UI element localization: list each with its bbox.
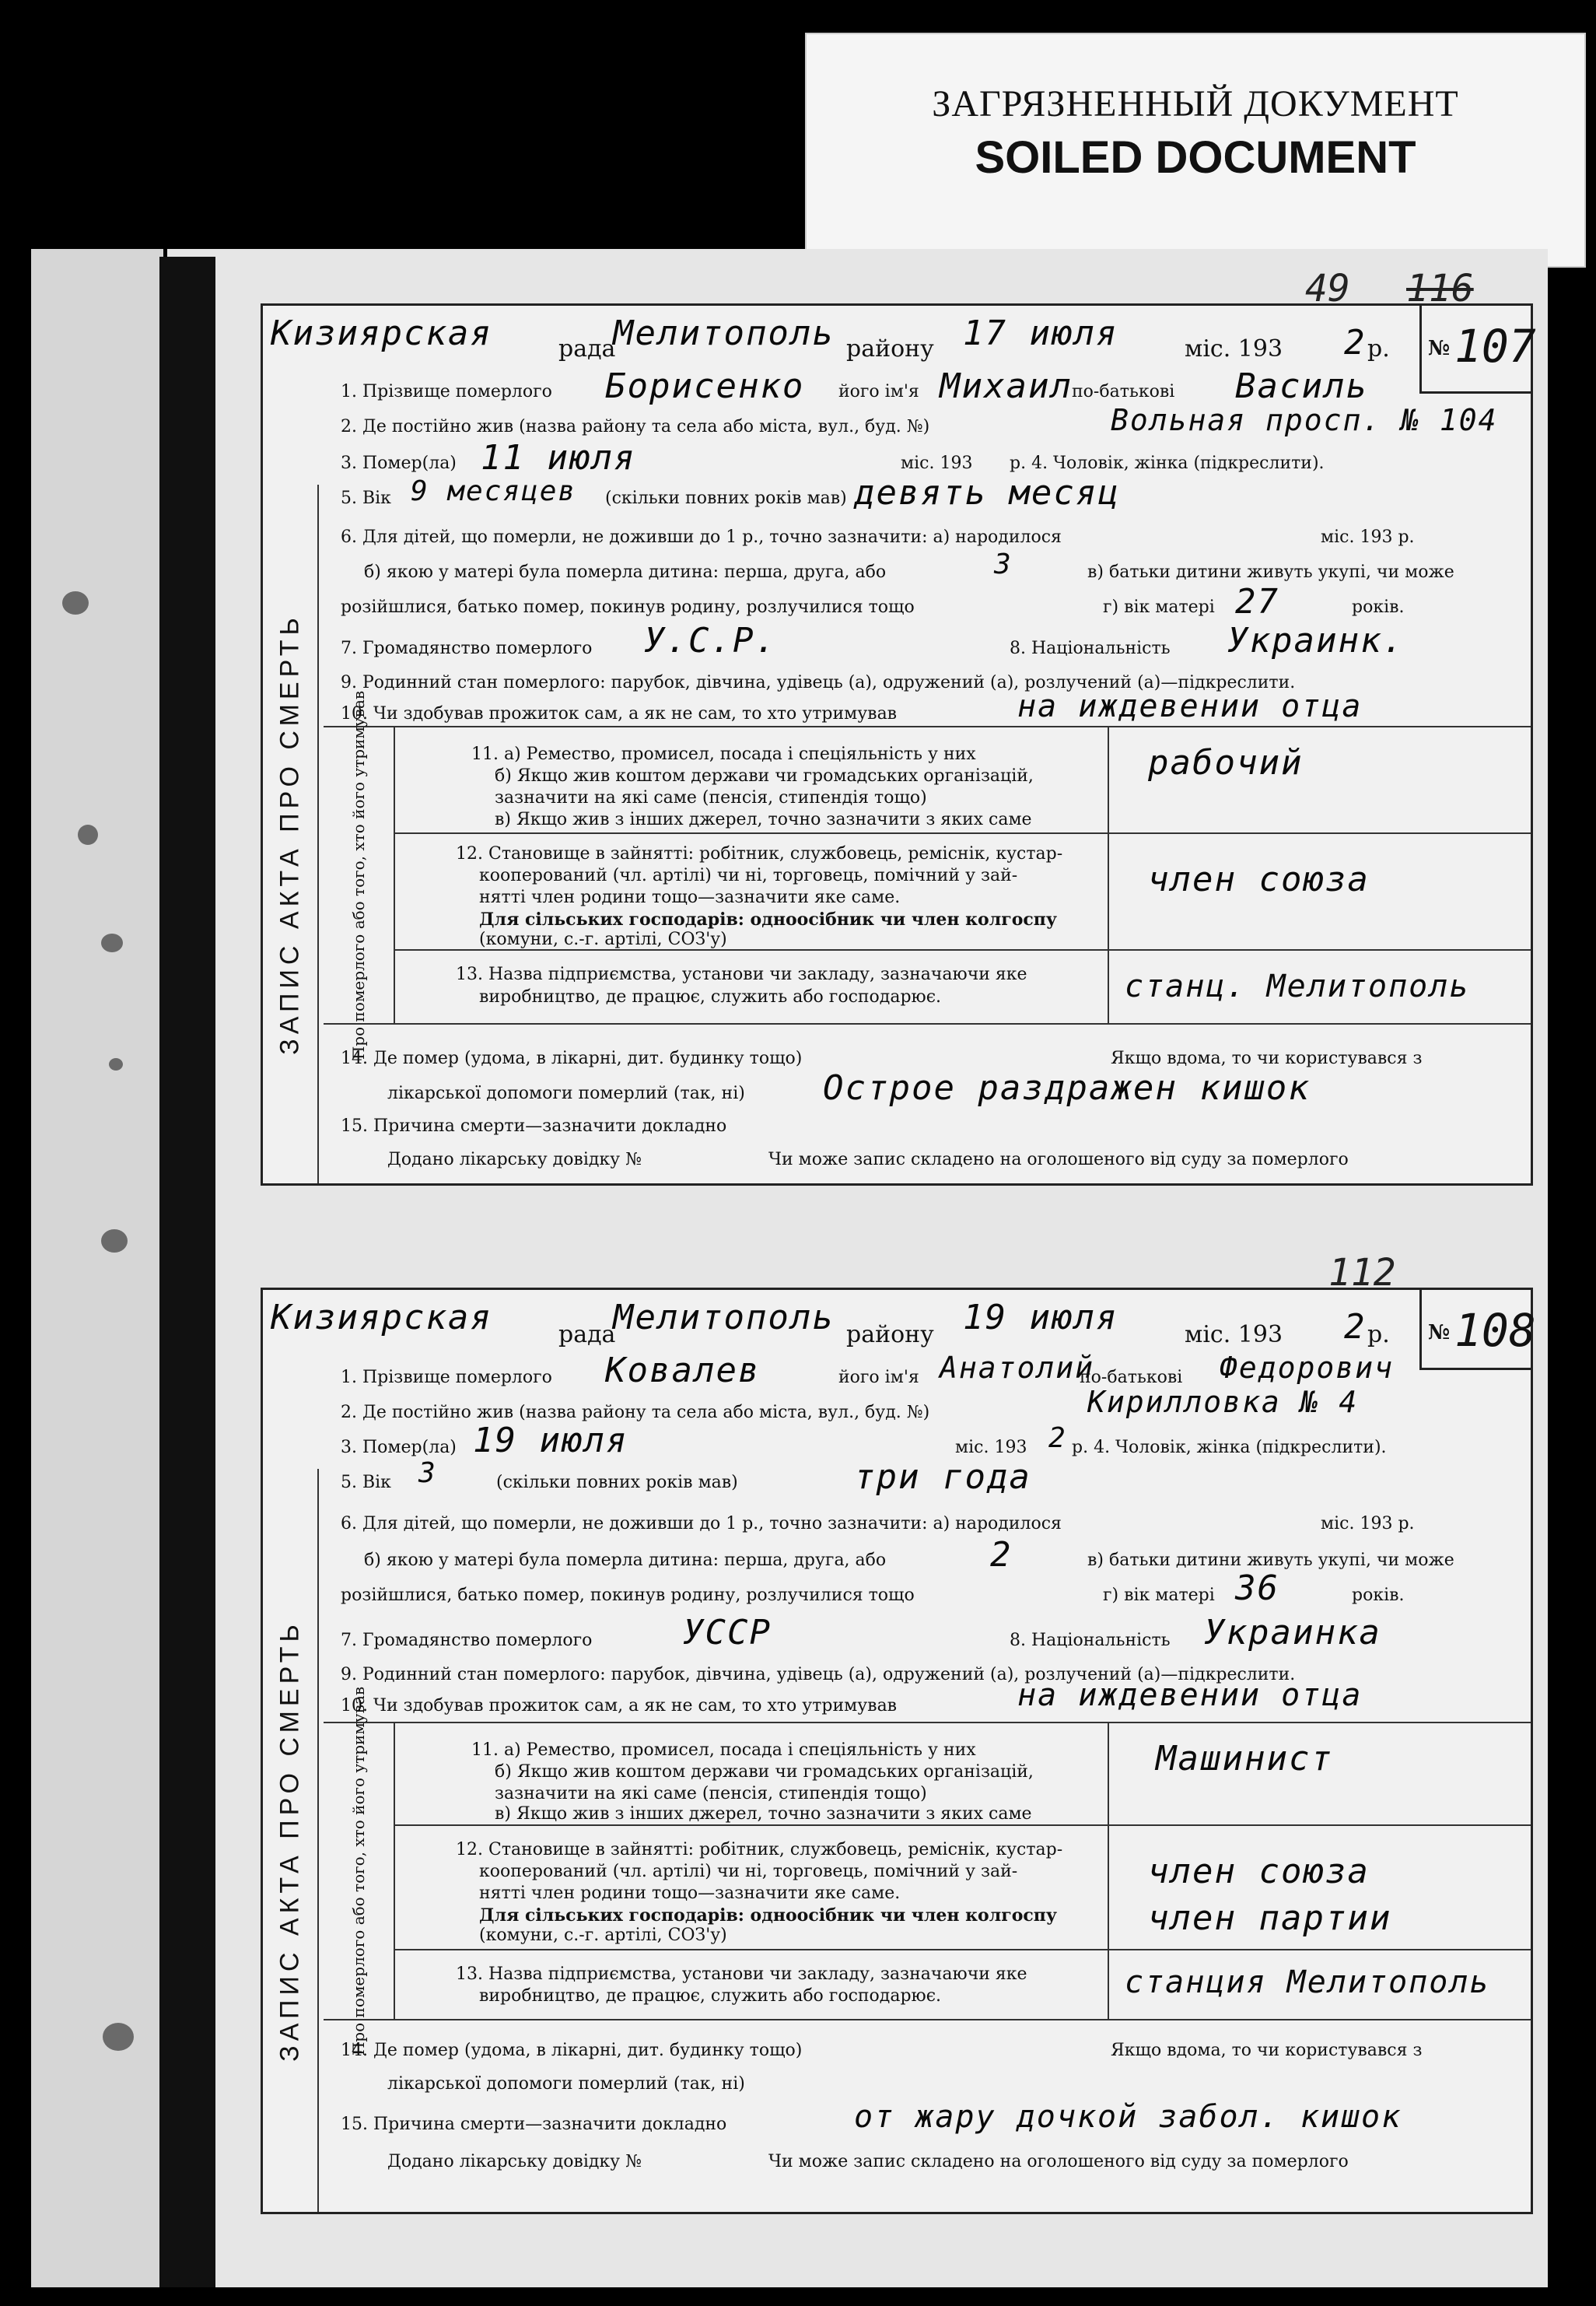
hw-age: 9 месяцев bbox=[411, 475, 577, 507]
label-14c: лікарської допомоги померлий (так, ні) bbox=[387, 1084, 745, 1103]
label-raion-2: району bbox=[846, 1321, 934, 1348]
hw-6b: 3 bbox=[994, 548, 1013, 580]
hw-district-2: Мелитополь bbox=[613, 1298, 835, 1337]
label-6a: 6. Для дітей, що померли, не доживши до 1 р., точно зазначити: а) народилося bbox=[341, 527, 1062, 547]
label-age: 5. Вік bbox=[341, 489, 391, 508]
hw-date-2: 19 июля bbox=[963, 1298, 1118, 1337]
label-patronymic-2: по-батькові bbox=[1080, 1368, 1183, 1387]
hw-occupation: рабочий bbox=[1148, 743, 1304, 783]
death-record-107 bbox=[261, 267, 1536, 1186]
corner-number-b: 116 bbox=[1406, 267, 1474, 310]
label-6a-month-2: міс. 193 р. bbox=[1321, 1514, 1415, 1533]
label-mother-age: г) вік матері bbox=[1103, 598, 1215, 617]
label-6v-2: в) батьки дитини живуть укупі, чи може bbox=[1087, 1551, 1454, 1570]
hw-mother-age: 27 bbox=[1235, 582, 1279, 622]
hw-name-2: Анатолий bbox=[940, 1351, 1095, 1385]
hw-name: Михаил bbox=[940, 366, 1073, 406]
label-6a-2: 6. Для дітей, що померли, не доживши до 1 р., точно зазначити: а) народилося bbox=[341, 1514, 1062, 1533]
label-nationality: 8. Національність bbox=[1010, 639, 1171, 658]
label-15: 15. Причина смерти—зазначити докладно bbox=[341, 1116, 727, 1136]
label-died: 3. Помер(ла) bbox=[341, 454, 457, 473]
label-citizenship-2: 7. Громадянство померлого bbox=[341, 1631, 593, 1650]
hw-workplace-2: станция Мелитополь bbox=[1125, 1964, 1490, 2000]
hw-nationality: Украинк. bbox=[1227, 621, 1405, 661]
label-11b: б) Якщо жив коштом держави чи громадських організацій, bbox=[495, 766, 1034, 786]
hw-age-2: 3 bbox=[418, 1457, 437, 1489]
label-age-full: (скільки повних років мав) bbox=[605, 489, 847, 508]
hw-cause-2: от жару дочкой забол. кишок bbox=[854, 2099, 1402, 2135]
label-age-full-2: (скільки повних років мав) bbox=[496, 1473, 738, 1492]
label-14: 14. Де помер (удома, в лікарні, дит. будинку тощо) bbox=[341, 1049, 803, 1068]
hw-workplace: станц. Мелитополь bbox=[1125, 969, 1470, 1004]
hw-year: 2 bbox=[1344, 323, 1367, 363]
hw-surname: Борисенко bbox=[605, 366, 805, 406]
label-name: його ім'я bbox=[838, 382, 919, 401]
hw-position-2b: член партии bbox=[1148, 1898, 1392, 1938]
label-nationality-2: 8. Національність bbox=[1010, 1631, 1171, 1650]
hw-6b-2: 2 bbox=[990, 1535, 1013, 1575]
label-12e: (комуни, с.-г. артілі, СОЗ'у) bbox=[479, 930, 727, 949]
label-supporter: 10. Чи здобував прожиток сам, а як не сам, то хто утримував bbox=[341, 704, 898, 724]
hw-year-2: 2 bbox=[1344, 1307, 1367, 1347]
label-12a: 12. Становище в зайнятті: робітник, службовець, реміснік, кустар- bbox=[456, 844, 1063, 864]
stamp-russian: ЗАГРЯЗНЕННЫЙ ДОКУМЕНТ bbox=[932, 83, 1459, 124]
label-16b: Чи може запис складено на оголошеного від суду за померлого bbox=[768, 1150, 1349, 1169]
label-12c-2: нятті член родини тощо—зазначити яке саме. bbox=[479, 1884, 901, 1903]
label-rada: рада bbox=[558, 335, 616, 363]
label-16: Додано лікарську довідку № bbox=[387, 1150, 642, 1169]
label-6v: в) батьки дитини живуть укупі, чи може bbox=[1087, 562, 1454, 582]
label-16-2: Додано лікарську довідку № bbox=[387, 2152, 642, 2171]
label-11c: зазначити на які саме (пенсія, стипендія тощо) bbox=[495, 788, 927, 808]
inner-side-label: Про померлого або того, хто його утримував bbox=[324, 727, 395, 1023]
hw-occupation-2: Машинист bbox=[1156, 1739, 1333, 1779]
hw-address: Вольная просп. № 104 bbox=[1111, 403, 1498, 437]
record-number-box-2: № 108 bbox=[1419, 1290, 1531, 1370]
label-13a-2: 13. Назва підприємства, установи чи закладу, зазначаючи яке bbox=[456, 1964, 1027, 1984]
label-6a-month: міс. 193 р. bbox=[1321, 527, 1415, 547]
label-sex: р. 4. Чоловік, жінка (підкреслити). bbox=[1010, 454, 1325, 473]
label-12b: кооперований (чл. артілі) чи ні, торговець, помічний у зай- bbox=[479, 866, 1018, 885]
death-record-108 bbox=[261, 1251, 1536, 2214]
side-title-2: ЗАПИС АКТА ПРО СМЕРТЬ bbox=[263, 1469, 319, 2212]
label-marital-2: 9. Родинний стан померлого: парубок, дівчина, удівець (а), одружений (а), розлучений (а)—підкреслити. bbox=[341, 1665, 1296, 1684]
soiled-document-stamp bbox=[805, 33, 1586, 268]
label-surname-2: 1. Прізвище померлого bbox=[341, 1368, 552, 1387]
hw-position: член союза bbox=[1148, 860, 1370, 899]
label-13b: виробництво, де працює, служить або господарює. bbox=[479, 987, 942, 1007]
label-6v-cont: розійшлися, батько помер, покинув родину, розлучилися тощо bbox=[341, 598, 915, 617]
side-title: ЗАПИС АКТА ПРО СМЕРТЬ bbox=[263, 485, 319, 1183]
stamp-english: SOILED DOCUMENT bbox=[975, 132, 1416, 183]
hw-district: Мелитополь bbox=[613, 314, 835, 353]
hw-citizenship-2: УССР bbox=[683, 1613, 772, 1652]
label-14b: Якщо вдома, то чи користувався з bbox=[1111, 1049, 1423, 1068]
label-6v-cont-2: розійшлися, батько помер, покинув родину, розлучилися тощо bbox=[341, 1586, 915, 1605]
hw-died-year-2: 2 bbox=[1048, 1422, 1067, 1454]
hw-nationality-2: Украинка bbox=[1204, 1613, 1381, 1652]
label-11c-2: зазначити на які саме (пенсія, стипендія тощо) bbox=[495, 1784, 927, 1803]
label-11a-2: 11. а) Ремество, промисел, посада і спеціяльність у них bbox=[471, 1740, 976, 1760]
corner-number-c: 112 bbox=[1328, 1251, 1396, 1295]
hw-age-words: девять месяц bbox=[854, 473, 1120, 513]
label-rada-2: рада bbox=[558, 1321, 616, 1348]
hw-died: 11 июля bbox=[481, 438, 636, 478]
hw-surname-2: Ковалев bbox=[605, 1351, 761, 1390]
hw-age-words-2: три года bbox=[854, 1457, 1031, 1497]
label-11d-2: в) Якщо жив з інших джерел, точно зазначити з яких саме bbox=[495, 1804, 1032, 1824]
label-12e-2: (комуни, с.-г. артілі, СОЗ'у) bbox=[479, 1926, 727, 1945]
hw-council-2: Кизиярская bbox=[271, 1298, 492, 1337]
hw-position-2a: член союза bbox=[1148, 1852, 1370, 1891]
label-mother-age-2: г) вік матері bbox=[1103, 1586, 1215, 1605]
label-12d-2: Для сільських господарів: одноосібник чи член колгоспу bbox=[479, 1905, 1057, 1926]
label-age-2: 5. Вік bbox=[341, 1473, 391, 1492]
label-r: р. bbox=[1367, 335, 1390, 363]
label-11d: в) Якщо жив з інших джерел, точно зазначити з яких саме bbox=[495, 810, 1032, 829]
label-died-month: міс. 193 bbox=[901, 454, 973, 473]
label-supporter-2: 10. Чи здобував прожиток сам, а як не сам, то хто утримував bbox=[341, 1696, 898, 1715]
inner-side-label-2: Про померлого або того, хто його утримував bbox=[324, 1723, 395, 2019]
left-paper-strip bbox=[31, 249, 163, 2287]
label-mis-2: міс. 193 bbox=[1185, 1321, 1283, 1348]
hw-supporter-2: на иждевении отца bbox=[1017, 1677, 1363, 1713]
label-12c: нятті член родини тощо—зазначити яке саме. bbox=[479, 888, 901, 907]
record-number-2: 108 bbox=[1454, 1304, 1536, 1357]
label-name-2: його ім'я bbox=[838, 1368, 919, 1387]
label-address-2: 2. Де постійно жив (назва району та села або міста, вул., буд. №) bbox=[341, 1403, 930, 1422]
label-died-month-2: міс. 193 bbox=[955, 1438, 1027, 1457]
label-11b-2: б) Якщо жив коштом держави чи громадських організацій, bbox=[495, 1762, 1034, 1782]
hw-address-2: Кирилловка № 4 bbox=[1087, 1385, 1359, 1419]
label-6b-2: б) якою у матері була померла дитина: перша, друга, або bbox=[364, 1551, 887, 1570]
label-15-2: 15. Причина смерти—зазначити докладно bbox=[341, 2115, 727, 2134]
hw-patronymic-2: Федорович bbox=[1220, 1351, 1394, 1385]
hw-supporter: на иждевении отца bbox=[1017, 689, 1363, 724]
hw-date: 17 июля bbox=[963, 314, 1118, 353]
label-6b: б) якою у матері була померла дитина: перша, друга, або bbox=[364, 562, 887, 582]
hw-citizenship: У.С.Р. bbox=[644, 621, 777, 661]
label-14c-2: лікарської допомоги померлий (так, ні) bbox=[387, 2074, 745, 2094]
label-14b-2: Якщо вдома, то чи користувався з bbox=[1111, 2041, 1423, 2060]
label-sex-2: р. 4. Чоловік, жінка (підкреслити). bbox=[1072, 1438, 1387, 1457]
hw-died-2: 19 июля bbox=[473, 1421, 628, 1460]
record-number-box: № 107 bbox=[1419, 306, 1531, 394]
hw-patronymic: Василь bbox=[1235, 366, 1368, 406]
label-r-2: р. bbox=[1367, 1321, 1390, 1348]
binding-spine bbox=[159, 257, 215, 2287]
label-13b-2: виробництво, де працює, служить або господарює. bbox=[479, 1986, 942, 2006]
label-died-2: 3. Помер(ла) bbox=[341, 1438, 457, 1457]
label-raion: району bbox=[846, 335, 934, 363]
corner-number-a: 49 bbox=[1305, 267, 1350, 310]
label-13a: 13. Назва підприємства, установи чи закладу, зазначаючи яке bbox=[456, 965, 1027, 984]
label-12a-2: 12. Становище в зайнятті: робітник, службовець, реміснік, кустар- bbox=[456, 1840, 1063, 1859]
label-surname: 1. Прізвище померлого bbox=[341, 382, 552, 401]
label-years-2: років. bbox=[1352, 1586, 1405, 1605]
label-patronymic: по-батькові bbox=[1072, 382, 1175, 401]
label-12b-2: кооперований (чл. артілі) чи ні, торговець, помічний у зай- bbox=[479, 1862, 1018, 1881]
hw-council: Кизиярская bbox=[271, 314, 492, 353]
label-11a: 11. а) Ремество, промисел, посада і спеціяльність у них bbox=[471, 745, 976, 764]
label-address: 2. Де постійно жив (назва району та села або міста, вул., буд. №) bbox=[341, 417, 930, 436]
record-number: 107 bbox=[1454, 320, 1536, 373]
label-years: років. bbox=[1352, 598, 1405, 617]
label-12d: Для сільських господарів: одноосібник чи член колгоспу bbox=[479, 909, 1057, 930]
label-16b-2: Чи може запис складено на оголошеного від суду за померлого bbox=[768, 2152, 1349, 2171]
label-14-2: 14. Де помер (удома, в лікарні, дит. будинку тощо) bbox=[341, 2041, 803, 2060]
hw-mother-age-2: 36 bbox=[1235, 1568, 1279, 1608]
label-citizenship: 7. Громадянство померлого bbox=[341, 639, 593, 658]
label-marital: 9. Родинний стан померлого: парубок, дівчина, удівець (а), одружений (а), розлучений (а)—підкреслити. bbox=[341, 673, 1296, 692]
label-mis: міс. 193 bbox=[1185, 335, 1283, 363]
hw-cause: Острое раздражен кишок bbox=[823, 1068, 1311, 1108]
